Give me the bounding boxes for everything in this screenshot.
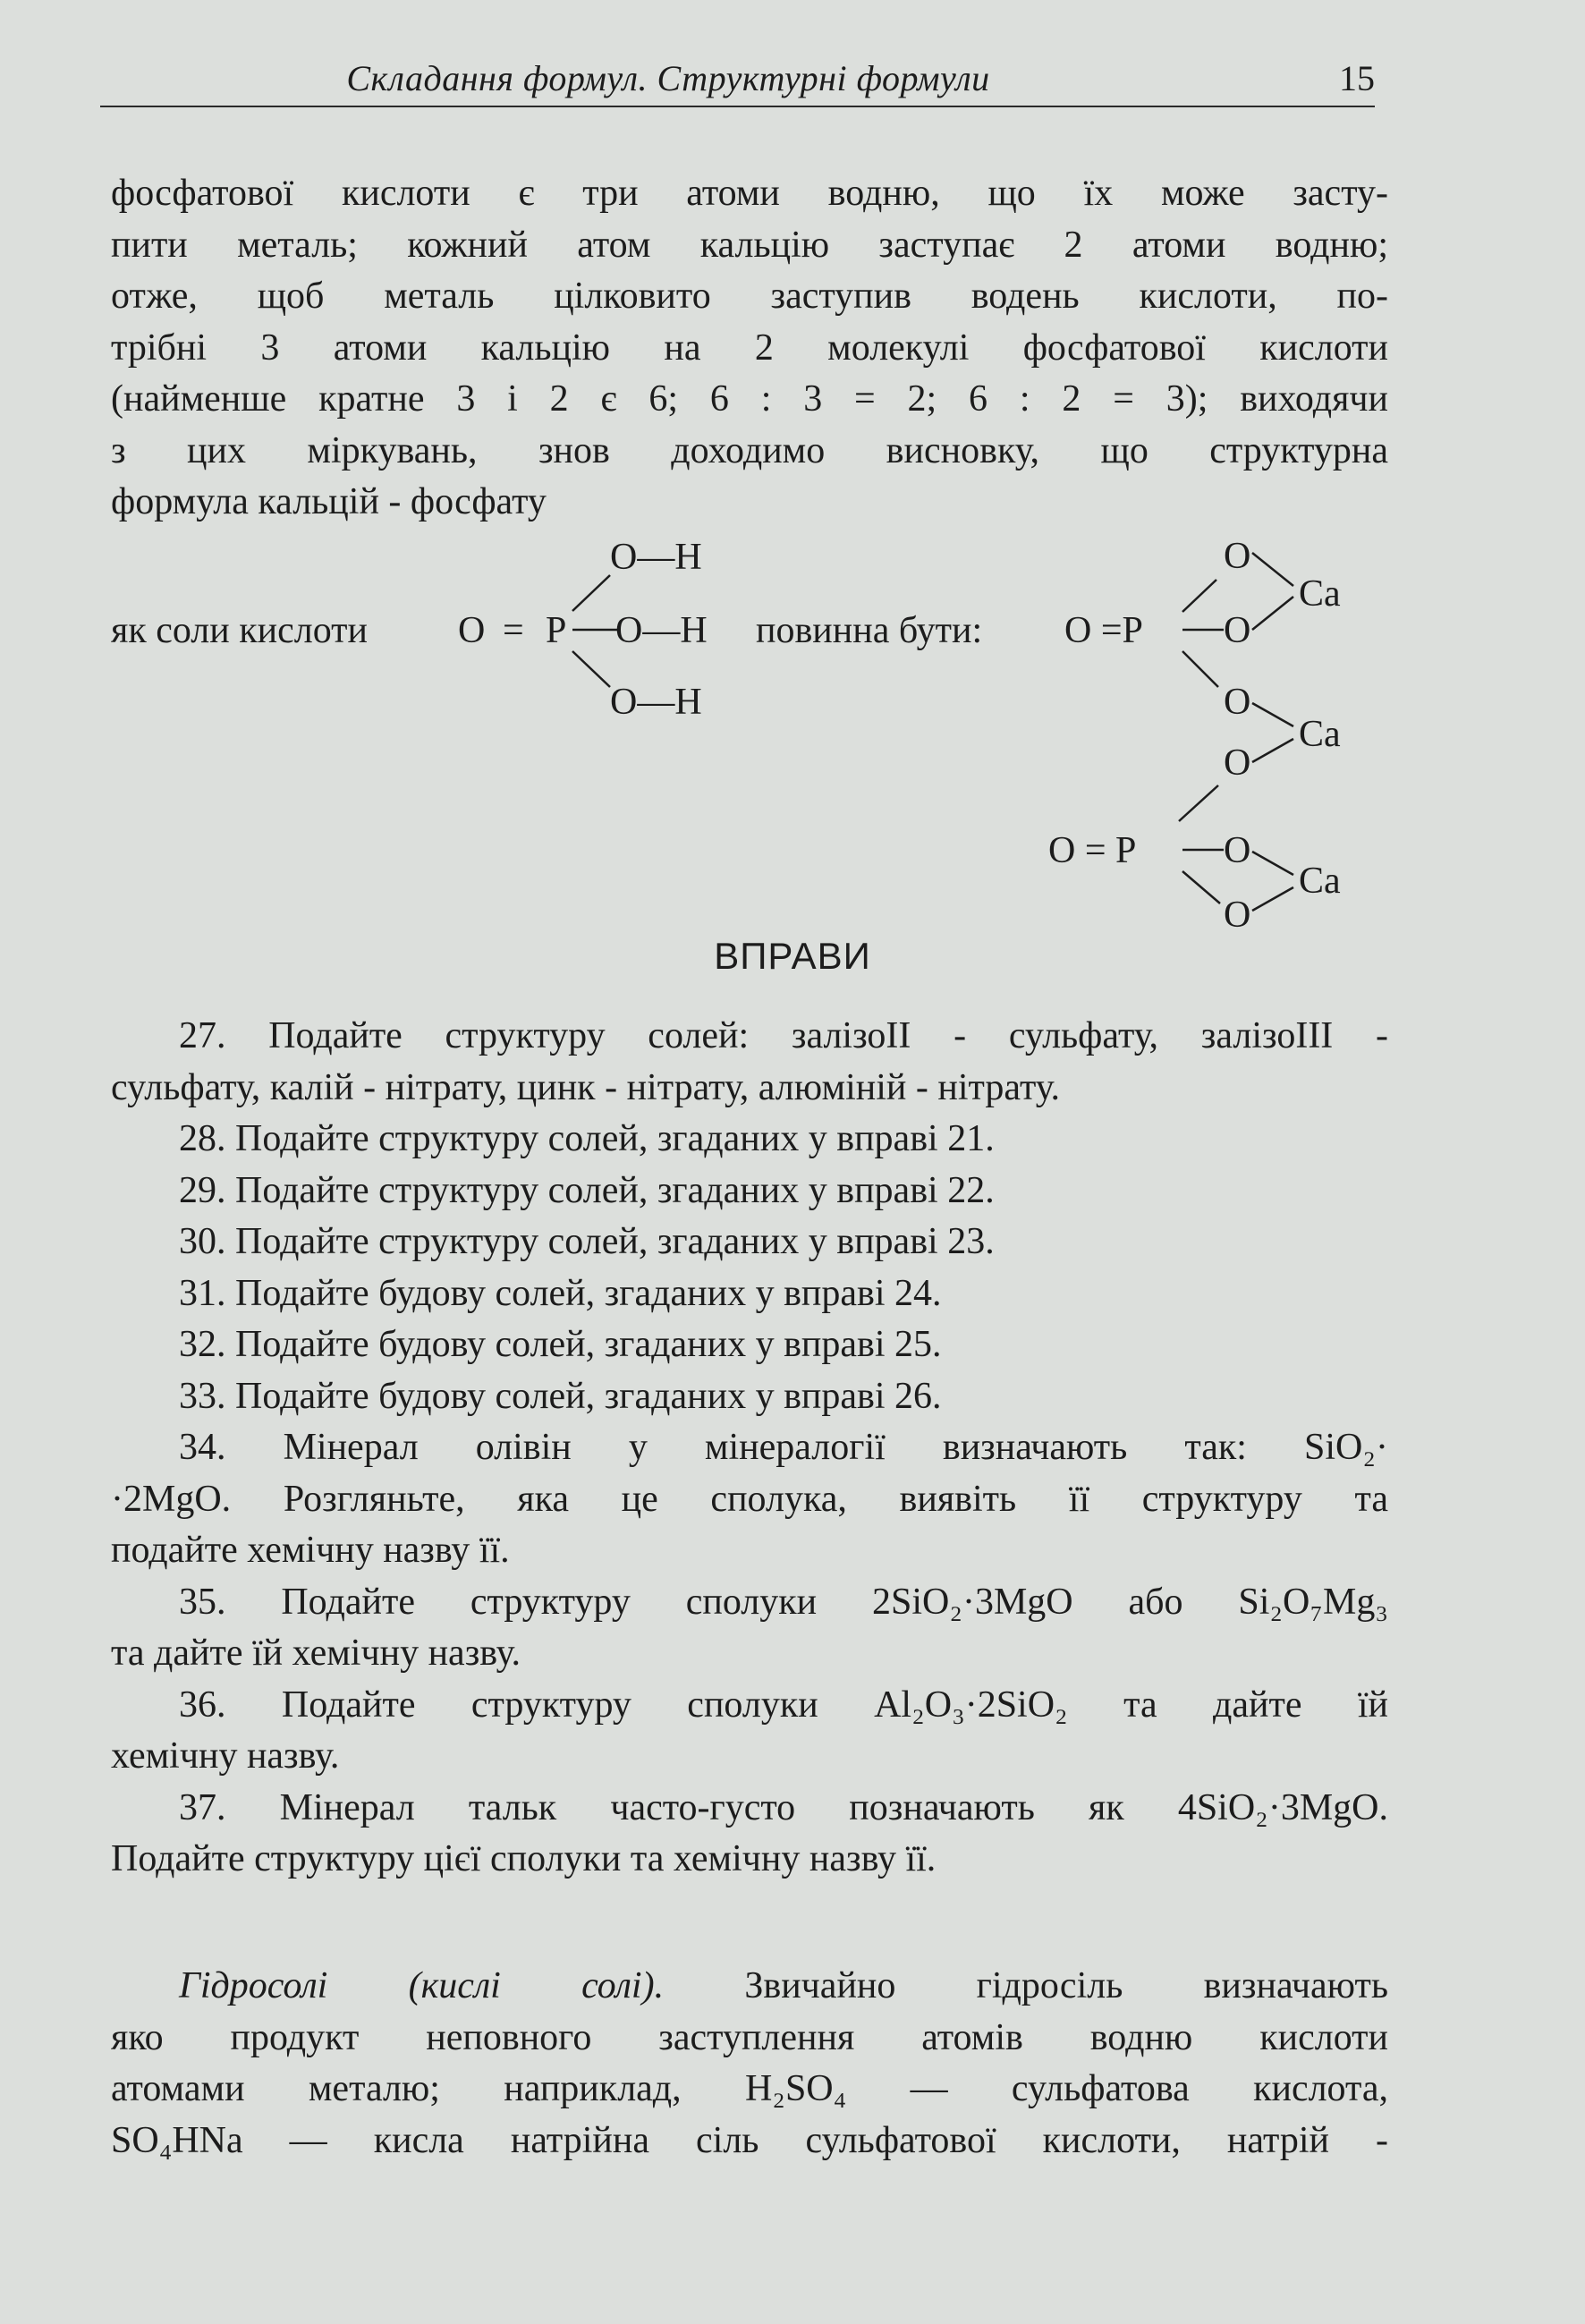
acid-phosphorus: P <box>546 610 567 651</box>
text-line: та дайте їй хемічну назву. <box>111 1633 521 1674</box>
salt-oxygen: O <box>1224 610 1251 651</box>
exercise-30 <box>111 1217 1388 1268</box>
text-line: 27. Подайте структуру солей: залізоІІ - сульфату, залізоІІІ - <box>179 1015 1388 1056</box>
exercise-36 <box>111 1680 1388 1783</box>
text-line: подайте хемічну назву її. <box>111 1530 510 1571</box>
salt-oxygen: O <box>1224 536 1251 577</box>
text-line: трібні 3 атоми кальцію на 2 молекулі фосфатової кислоти <box>111 327 1388 369</box>
text-line: 35. Подайте структуру сполуки 2SiO₂·3MgO або Si₂O₇Mg₃ <box>179 1581 1388 1623</box>
section-heading: ВПРАВИ <box>714 935 871 977</box>
exercise-35 <box>111 1577 1388 1680</box>
salt-bond <box>1252 739 1293 762</box>
text-line: 31. Подайте будову солей, згаданих у вправі 24. <box>179 1272 942 1314</box>
exercise-33 <box>111 1371 1388 1423</box>
salt-oxygen: O <box>1224 742 1251 784</box>
salt-bond <box>1252 703 1293 726</box>
running-head-title: Складання формул. Структурні формули <box>346 58 990 98</box>
exercise-27 <box>111 1011 1388 1114</box>
exercise-list <box>111 1011 1388 1886</box>
text-line: 37. Мінерал тальк часто-густо позначають як 4SiO₂·3MgO. <box>179 1786 1388 1828</box>
acid-equals: = <box>503 610 524 651</box>
text-line: хемічну назву. <box>111 1735 340 1777</box>
acid-bond <box>572 651 610 687</box>
term: Гідросолі <box>179 1965 328 2006</box>
salt-p-bottom: O = P <box>1048 830 1137 871</box>
acid-hydroxyl-mid: O—H <box>615 610 708 651</box>
text-line: атомами металю; наприклад, H₂SO₄ — сульфатова кислота, <box>111 2068 1388 2109</box>
paragraph-hydrosalts <box>111 1961 1388 2167</box>
calcium: Ca <box>1299 714 1341 755</box>
text-line: фосфатової кислоти є три атоми водню, що їх може засту- <box>111 173 1388 214</box>
formula-prefix: як соли кислоти <box>111 610 369 651</box>
exercise-28 <box>111 1114 1388 1166</box>
term-paren: (кислі солі). <box>408 1965 665 2006</box>
salt-p-top: O =P <box>1064 610 1143 651</box>
text-line: (найменше кратне 3 і 2 є 6; 6 : 3 = 2; 6 : 2 = 3); виходячи <box>111 378 1388 420</box>
text-line: SO₄HNa — кисла натрійна сіль сульфатової кислоти, натрій - <box>111 2119 1388 2161</box>
page-number: 15 <box>1339 58 1375 98</box>
salt-oxygen: O <box>1224 830 1251 871</box>
salt-bond <box>1182 580 1216 612</box>
calcium: Ca <box>1299 573 1341 615</box>
acid-oxygen-double: O <box>458 610 486 651</box>
exercise-34 <box>111 1422 1388 1577</box>
text-line: формула кальцій - фосфату <box>111 481 547 522</box>
salt-bond <box>1252 597 1293 630</box>
salt-oxygen: O <box>1224 682 1251 723</box>
salt-bond <box>1252 553 1293 586</box>
exercise-32 <box>111 1319 1388 1371</box>
calcium: Ca <box>1299 861 1341 902</box>
exercise-31 <box>111 1268 1388 1320</box>
text-line: 33. Подайте будову солей, згаданих у вправі 26. <box>179 1375 942 1417</box>
text-line: 30. Подайте структуру солей, згаданих у вправі 23. <box>179 1221 995 1262</box>
text-line: з цих міркувань, знов доходимо висновку, що структурна <box>111 429 1388 471</box>
text-line: сульфату, калій - нітрату, цинк - нітрату, алюміній - нітрату. <box>111 1066 1061 1108</box>
acid-hydroxyl-bottom: O—H <box>610 682 702 723</box>
salt-bond <box>1179 785 1218 821</box>
text-line: Подайте структуру цієї сполуки та хемічну назву її. <box>111 1838 937 1879</box>
formula-middle: повинна бути: <box>756 610 983 651</box>
exercise-37 <box>111 1783 1388 1886</box>
salt-bond <box>1182 651 1218 687</box>
acid-bond <box>572 575 610 611</box>
text-line <box>111 1961 1388 2013</box>
acid-hydroxyl-top: O—H <box>610 537 702 578</box>
text-line: 34. Мінерал олівін у мінералогії визначають так: SiO₂· <box>179 1427 1388 1468</box>
text-line: яко продукт неповного заступлення атомів водню кислоти <box>111 2016 1388 2058</box>
text-line: 28. Подайте структуру солей, згаданих у вправі 21. <box>179 1118 995 1159</box>
text-line: 36. Подайте структуру сполуки Al₂O₃·2SiO₂ та дайте їй <box>179 1684 1388 1726</box>
text-line: 29. Подайте структуру солей, згаданих у вправі 22. <box>179 1169 995 1211</box>
text-run: Звичайно гідросіль визначають <box>744 1965 1389 2006</box>
salt-bond <box>1252 852 1293 875</box>
text-line: отже, щоб металь цілковито заступив водень кислоти, по- <box>111 276 1388 317</box>
text-line: пити металь; кожний атом кальцію заступає 2 атоми водню; <box>111 224 1388 266</box>
exercise-29 <box>111 1166 1388 1217</box>
salt-bond <box>1252 887 1293 911</box>
salt-oxygen: O <box>1224 895 1251 936</box>
salt-bond <box>1182 871 1220 903</box>
text-line: 32. Подайте будову солей, згаданих у вправі 25. <box>179 1324 942 1365</box>
text-line: ·2MgO. Розгляньте, яка це сполука, виявіть її структуру та <box>111 1478 1388 1520</box>
